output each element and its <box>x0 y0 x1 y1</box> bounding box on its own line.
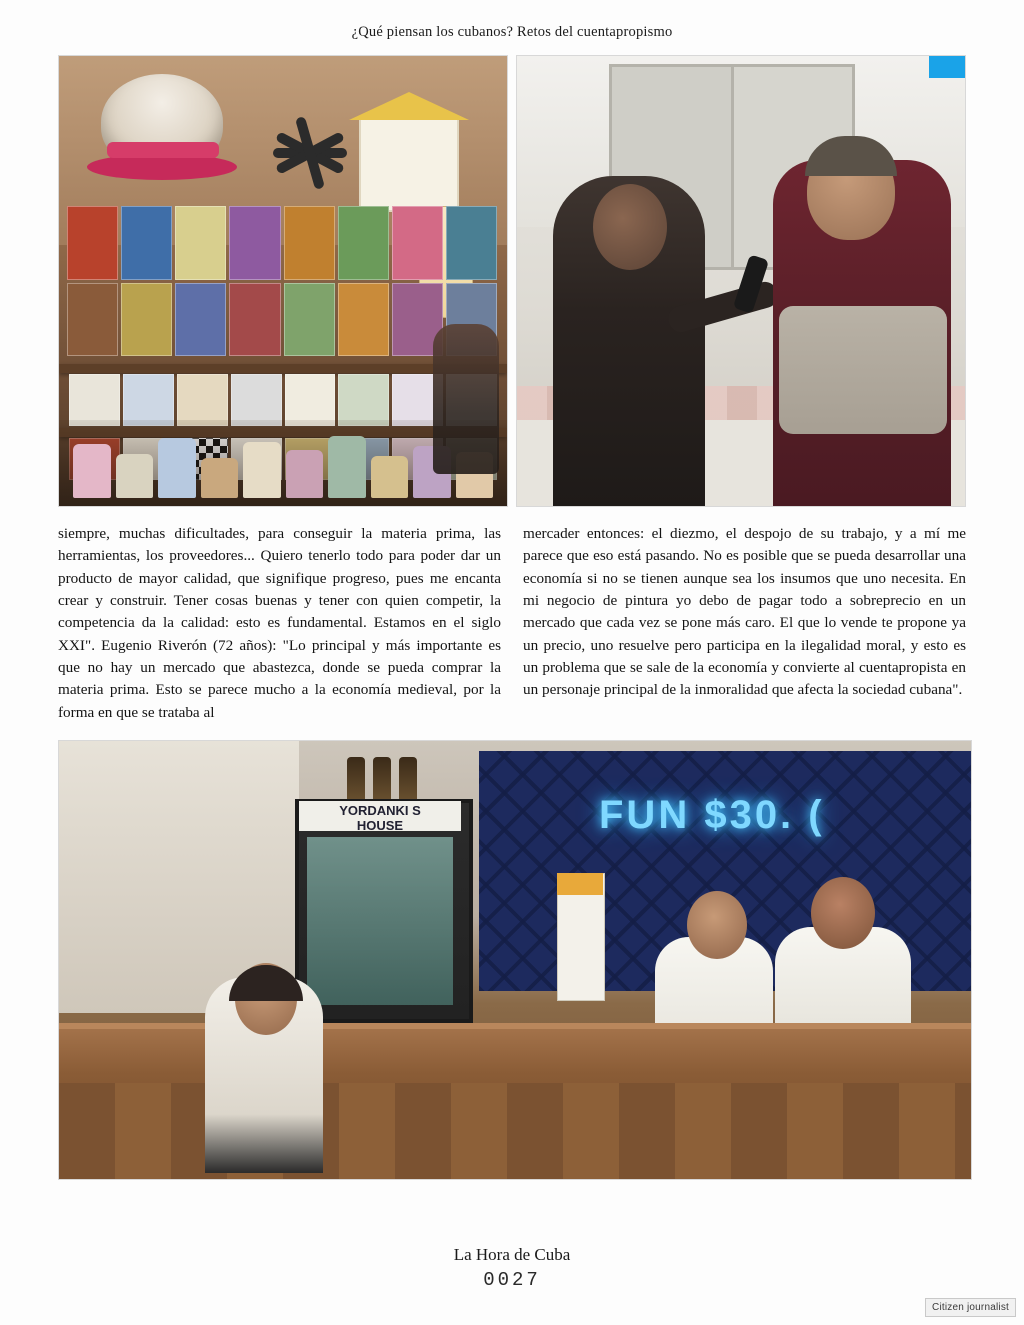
publication-title: La Hora de Cuba <box>453 1245 571 1264</box>
photo3-menu-board-header <box>557 873 603 895</box>
photo3-bottles <box>347 757 437 803</box>
photo1-seated-person <box>433 324 499 474</box>
text-column-left <box>58 523 501 724</box>
paragraph-right: mercader entonces: el diezmo, el despojo de su trabajo, y a mí me parece que eso está pasando. No es posible que se pueda desarrollar una economía si no se tienen aunque sea los insumos que uno necesita. En mi negocio de pintura yo debo de pagar todo a sobreprecio en un mercado que cada vez se pone más caro. El que lo vende te propone ya un precio, uno resuelve pero participa en la ilegalidad moral, y esto es un problema que se sale de la economía y convierte al cuentapropista en un personaje principal de la inmoralidad que afecta la sociedad cubana". <box>523 525 966 699</box>
running-head: ¿Qué piensan los cubanos? Retos del cuentapropismo <box>351 24 673 40</box>
photo3-bar-front-panels <box>59 1083 971 1179</box>
top-photo-row <box>58 55 966 507</box>
photo1-toy-house <box>359 116 459 212</box>
photo3-staff-left-head <box>687 891 747 959</box>
page-number: 0027 <box>483 1269 541 1291</box>
text-column-right <box>523 523 966 724</box>
photo2-interviewee-shirt <box>779 306 947 434</box>
page-footer <box>0 1245 1024 1291</box>
photo2-corner-marker <box>929 56 965 78</box>
photo-craft-stall <box>58 55 508 507</box>
photo1-hat-band <box>107 142 219 158</box>
body-text <box>58 523 966 724</box>
photo3-staff-right-head <box>811 877 875 949</box>
photo1-dolls-row <box>73 426 493 498</box>
photo3-fridge-label <box>299 801 461 834</box>
photo-bar-interior <box>58 740 972 1180</box>
photo3-neon-sign: FUN $30. ( <box>599 793 825 838</box>
photo3-fridge-glass <box>307 837 453 1005</box>
photo-interview <box>516 55 966 507</box>
photo1-picture-grid <box>67 206 497 356</box>
photo3-fridge-label-line2: HOUSE <box>356 818 404 834</box>
paragraph-left: siempre, muchas dificultades, para conseguir la materia prima, las herramientas, los proveedores... Quiero tenerlo todo para poder dar un producto de mayor calidad, que signifique progreso, pues me encanta crear y construir. Tener cosas buenas y tener con quien competir, la competencia da la calidad: esto es fundamental. Estamos en el siglo XXI". Eugenio Riverón (72 años): "Lo principal y más importante es que no hay un mercado que abastezca, donde se pueda comprar la materia prima. Esto se parece mucho a la economía medieval, por la forma en que se trataba al <box>58 525 501 721</box>
photo2-journalist-head <box>593 184 667 270</box>
watermark-badge: Citizen journalist <box>925 1298 1016 1317</box>
photo3-fridge-label-line1: YORDANKI S <box>339 803 421 819</box>
